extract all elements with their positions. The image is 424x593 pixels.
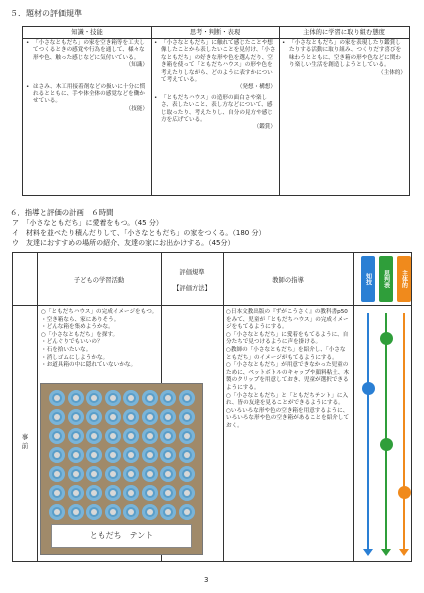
list-item: ・どんな箱を集めようかな。 (41, 324, 114, 331)
eval-lane-thinking (385, 313, 387, 551)
photo-cup (160, 428, 176, 444)
eval-point-thinking-2 (380, 438, 393, 451)
criteria-table (22, 26, 410, 196)
photo-cup (68, 485, 84, 501)
photo-caption: ともだち テント (51, 524, 192, 548)
photo-cup (86, 447, 102, 463)
photo-cup (123, 409, 139, 425)
photo-cup (105, 447, 121, 463)
photo-cup (68, 428, 84, 444)
photo-cup (68, 390, 84, 406)
photo-cup (123, 428, 139, 444)
photo-cup (142, 428, 158, 444)
photo-cup (105, 428, 121, 444)
photo-cup (49, 466, 65, 482)
photo-cup (86, 485, 102, 501)
photo-cup (142, 409, 158, 425)
photo-cup (160, 390, 176, 406)
photo-cup (49, 447, 65, 463)
list-item: ○「小さなともだち」と「ともだちテント」に入れ、皆の友達を見ることができるようにする。 (226, 392, 349, 407)
criteria-item: • 「小さなともだち」の家を空き箱等を工夫してつくるときの感覚や行為を通して、様々な形や色、触った感じなどに気付いている。 （知識） (26, 40, 148, 70)
photo-cup (105, 466, 121, 482)
photo-cup (68, 447, 84, 463)
header-activity: 子どもの学習活動 (73, 277, 125, 284)
photo-cup (86, 504, 102, 520)
arrow-down-icon (381, 549, 391, 556)
photo-cup (160, 466, 176, 482)
list-item: ・石を拾いたいな。 (41, 346, 92, 353)
eval-point-knowledge (362, 382, 375, 395)
eval-lane-knowledge (367, 313, 369, 551)
arrow-down-icon (399, 549, 409, 556)
criteria-header-thinking: 思考・判断・表現 (151, 27, 279, 39)
photo-cup (86, 390, 102, 406)
photo-cup (179, 390, 195, 406)
photo-cup (142, 390, 158, 406)
eval-label-attitude: 主体的 (397, 256, 411, 302)
criteria-col-attitude (279, 38, 409, 195)
photo-cup (105, 409, 121, 425)
list-item: ○「小さなともだち」を探す。 (41, 331, 119, 338)
photo-cup (123, 504, 139, 520)
photo-cup (123, 485, 139, 501)
photo-cup (86, 466, 102, 482)
photo-cup (105, 485, 121, 501)
section5-title: ５．題材の評価規準 (10, 9, 82, 18)
list-item: ・お道具箱の中に隠れていないかな。 (41, 362, 137, 369)
eval-point-thinking-1 (380, 332, 393, 345)
photo-cup (179, 428, 195, 444)
photo-cup (142, 485, 158, 501)
photo-cup (179, 466, 195, 482)
plan-item-a: ア 「小さなともだち」に愛着をもつ。（45 分） (12, 219, 163, 227)
photo-cup (49, 409, 65, 425)
section6-title: ６．指導と評価の計画 ６時間 (10, 208, 114, 217)
photo-cup (160, 409, 176, 425)
photo-cup (68, 504, 84, 520)
list-item: ○「小さなともだち」が用意できなかった児童のために、ペットボトルのキャップや顔料粘土、木製のクリップを用意しておき、児童が選択できるようにする。 (226, 362, 350, 391)
phase-label: 事前 (21, 433, 29, 450)
page-number: 3 (204, 576, 209, 584)
photo-cup (105, 504, 121, 520)
photo-cup (142, 466, 158, 482)
criteria-item: • 「小さなともだち」に触れて感じたことや想像したことから表したいことを見付け、「小さなともだち」の好きな形や色を選んだり、空き箱を使って「ともだちハウス」の形や色を考えたりしながら、どのように表すかについて考えている。 （発想・構想） (154, 40, 276, 92)
photo-cup (179, 447, 195, 463)
photo-cup (49, 428, 65, 444)
photo-cup (160, 447, 176, 463)
header-criteria: 評価規準 (179, 269, 205, 276)
list-item: ・消しゴムにしようかな。 (41, 354, 109, 361)
photo-cup (49, 504, 65, 520)
header-teacher: 教師の指導 (272, 277, 304, 284)
eval-label-thinking: 思判表 (379, 256, 393, 302)
header-method: 【評価方法】 (173, 285, 211, 292)
photo-cup (160, 485, 176, 501)
photo-cup (142, 504, 158, 520)
photo-cup (49, 485, 65, 501)
photo-cup (68, 409, 84, 425)
plan-item-i: イ 材料を並べたり積んだりして、「小さなともだち」の家をつくる。（180 分） (12, 229, 266, 237)
photo-cup (49, 390, 65, 406)
photo-cup (123, 390, 139, 406)
list-item: ○「ともだちハウス」の完成イメージをもつ。 (41, 309, 158, 315)
photo-cup (123, 466, 139, 482)
criteria-item: • 「ともだちハウス」の造形の面白さや楽しさ、表したいこと、表し方などについて、感じ取ったり、考えたりし、自分の見方や感じ方を広げている。 （鑑賞） (154, 95, 276, 132)
photo-cup (123, 447, 139, 463)
criteria-header-knowledge: 知識・技能 (23, 27, 151, 39)
criteria-item: • はさみ、木工用接着剤などの扱いに十分に慣れるとともに、手や体全体の感覚などを働かせている。 （技能） (26, 84, 148, 114)
teacher-guidance-list (226, 309, 351, 431)
photo-cup (86, 409, 102, 425)
list-item: ・空き箱なら、家にありそう。 (41, 316, 120, 323)
list-item: ○教師の「小さなともだち」を紹介し、「小さなともだち」のイメージがもてるようにする。 (226, 346, 346, 361)
photo-cup (179, 409, 195, 425)
arrow-down-icon (363, 549, 373, 556)
photo-cup (160, 504, 176, 520)
photo-cup (105, 390, 121, 406)
activity-list (41, 309, 159, 370)
criteria-header-attitude: 主体的に学習に取り組む態度 (279, 27, 409, 39)
plan-item-u: ウ 友達におすすめの場所の紹介、友達の家にお出かけする。（45分） (12, 239, 235, 247)
photo-cup (86, 428, 102, 444)
list-item: ・どんぐりでもいいの？ (41, 339, 103, 346)
photo-cup (68, 466, 84, 482)
eval-label-knowledge: 知技 (361, 256, 375, 302)
photo-cup (179, 485, 195, 501)
photo-friend-tent (40, 383, 203, 555)
photo-cup (179, 504, 195, 520)
photo-cup (142, 447, 158, 463)
list-item: ○日本文教出版の『ずがこうさく』の教科書p50をみて、児童が「ともだちハウス」の完成イメージをもてるようにする。 (226, 309, 349, 331)
eval-lane-attitude (403, 313, 405, 551)
list-item: ○いろいろな形や色の空き箱を用意するように、いろいろな形や色の空き箱があることを紹介しておく。 (226, 407, 350, 429)
list-item: ○「小さなともだち」に愛着をもてるように、自分たちで見つけるように声を掛ける。 (226, 331, 349, 346)
criteria-col-knowledge (23, 38, 151, 195)
criteria-col-thinking (151, 38, 279, 195)
criteria-item: • 「小さなともだち」の家を表現したり鑑賞したりする活動に取り組み、つくりだす喜びを味わうとともに、空き箱の形や色などに関わり楽しい生活を創造しようとしている。 （主体的） (282, 40, 406, 77)
eval-point-attitude (398, 486, 411, 499)
